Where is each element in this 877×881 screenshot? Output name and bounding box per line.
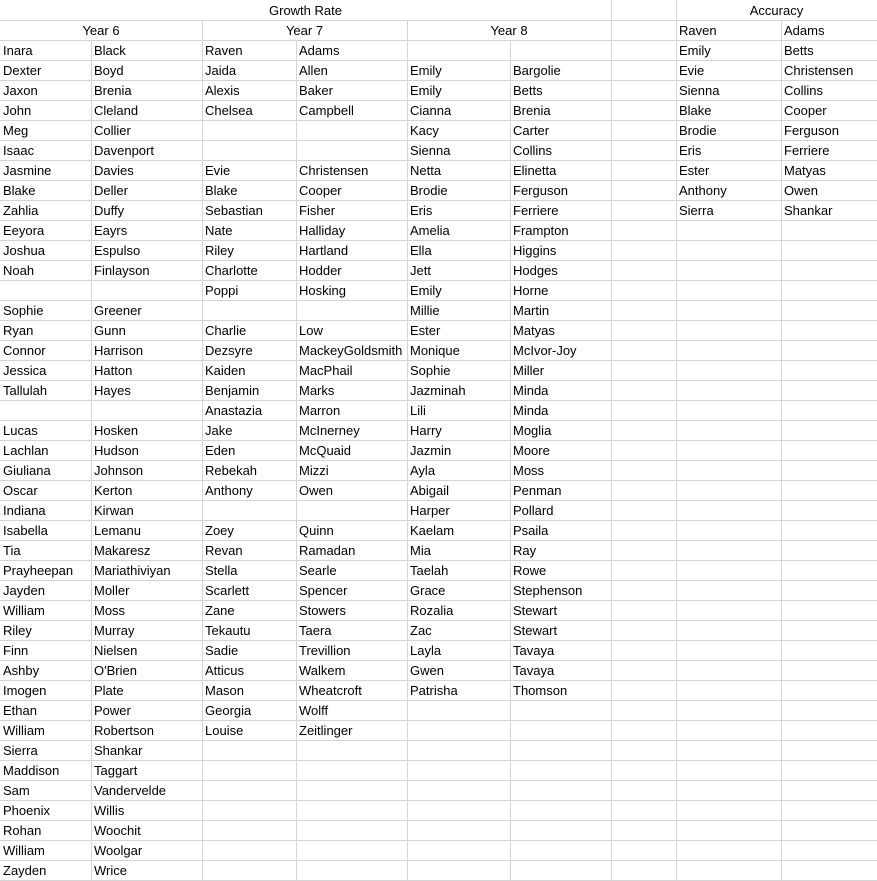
year6-first-name-cell[interactable]: Tia bbox=[3, 543, 21, 558]
year6-last-name-cell[interactable]: Harrison bbox=[94, 343, 144, 358]
year8-first-name-cell[interactable]: Sophie bbox=[410, 363, 451, 378]
year7-last-name-cell[interactable]: Fisher bbox=[299, 203, 336, 218]
year8-first-name-cell[interactable]: Sienna bbox=[410, 143, 451, 158]
year7-last-name-cell[interactable]: Marks bbox=[299, 383, 335, 398]
year6-first-name-cell[interactable]: Eeyora bbox=[3, 223, 45, 238]
year6-first-name-cell[interactable]: Riley bbox=[3, 623, 32, 638]
year8-first-name-cell[interactable]: Patrisha bbox=[410, 683, 458, 698]
year8-first-name-cell[interactable]: Grace bbox=[410, 583, 446, 598]
year7-last-name-cell[interactable]: Halliday bbox=[299, 223, 346, 238]
year8-last-name-cell[interactable]: Elinetta bbox=[513, 163, 557, 178]
year7-last-name-cell[interactable]: Mizzi bbox=[299, 463, 329, 478]
year6-last-name-cell[interactable]: Robertson bbox=[94, 723, 154, 738]
year6-last-name-cell[interactable]: Hatton bbox=[94, 363, 133, 378]
year8-last-name-cell[interactable]: Bargolie bbox=[513, 63, 561, 78]
year8-first-name-cell[interactable]: Mia bbox=[410, 543, 431, 558]
year7-first-name-cell[interactable]: Scarlett bbox=[205, 583, 250, 598]
accuracy-last-name-cell[interactable]: Shankar bbox=[784, 203, 833, 218]
year8-last-name-cell[interactable]: Ray bbox=[513, 543, 537, 558]
year8-last-name-cell[interactable]: Psaila bbox=[513, 523, 549, 538]
accuracy-first-name-cell[interactable]: Ester bbox=[679, 163, 710, 178]
year8-first-name-cell[interactable]: Taelah bbox=[410, 563, 449, 578]
year7-last-name-cell[interactable]: Allen bbox=[299, 63, 328, 78]
year6-first-name-cell[interactable]: Blake bbox=[3, 183, 36, 198]
year6-first-name-cell[interactable]: Dexter bbox=[3, 63, 42, 78]
year6-last-name-cell[interactable] bbox=[91, 401, 202, 421]
year7-first-name-cell[interactable]: Anastazia bbox=[205, 403, 263, 418]
year8-last-name-cell[interactable]: Carter bbox=[513, 123, 550, 138]
year8-first-name-cell[interactable]: Harper bbox=[410, 503, 450, 518]
year7-first-name-cell[interactable] bbox=[202, 141, 296, 161]
year7-first-name-cell[interactable]: Tekautu bbox=[205, 623, 251, 638]
year6-last-name-cell[interactable]: Makaresz bbox=[94, 543, 151, 558]
year8-first-name-cell[interactable]: Layla bbox=[410, 643, 442, 658]
year8-first-name-cell[interactable]: Kaelam bbox=[410, 523, 455, 538]
accuracy-first-name-cell[interactable]: Raven bbox=[679, 23, 717, 38]
year6-last-name-cell[interactable]: Finlayson bbox=[94, 263, 150, 278]
header-year-6[interactable]: Year 6 bbox=[82, 23, 120, 38]
year8-first-name-cell[interactable]: Kacy bbox=[410, 123, 439, 138]
grid-column-line bbox=[202, 21, 203, 41]
year8-first-name-cell[interactable]: Zac bbox=[410, 623, 432, 638]
accuracy-last-name-cell[interactable]: Matyas bbox=[784, 163, 826, 178]
year7-last-name-cell[interactable]: Low bbox=[299, 323, 323, 338]
year7-first-name-cell[interactable]: Anthony bbox=[205, 483, 253, 498]
year7-last-name-cell[interactable]: Stowers bbox=[299, 603, 346, 618]
year6-last-name-cell[interactable]: O'Brien bbox=[94, 663, 137, 678]
year6-first-name-cell[interactable]: Indiana bbox=[3, 503, 46, 518]
grid-column-line bbox=[611, 41, 612, 881]
accuracy-last-name-cell[interactable]: Owen bbox=[784, 183, 818, 198]
year8-first-name-cell[interactable]: Millie bbox=[410, 303, 440, 318]
year8-last-name-cell[interactable]: Tavaya bbox=[513, 663, 555, 678]
year8-last-name-cell[interactable]: Minda bbox=[513, 383, 549, 398]
year8-first-name-cell[interactable]: Rozalia bbox=[410, 603, 454, 618]
accuracy-first-name-cell[interactable]: Sienna bbox=[679, 83, 720, 98]
year8-last-name-cell[interactable]: Frampton bbox=[513, 223, 569, 238]
year8-last-name-cell[interactable]: Higgins bbox=[513, 243, 557, 258]
year7-last-name-cell[interactable]: Quinn bbox=[299, 523, 334, 538]
year8-last-name-cell[interactable]: Brenia bbox=[513, 103, 551, 118]
year6-first-name-cell[interactable]: Ethan bbox=[3, 703, 37, 718]
year7-first-name-cell[interactable]: Zane bbox=[205, 603, 235, 618]
year7-first-name-cell[interactable]: Jake bbox=[205, 423, 233, 438]
year6-first-name-cell[interactable]: Meg bbox=[3, 123, 29, 138]
year7-first-name-cell[interactable]: Riley bbox=[205, 243, 234, 258]
year7-first-name-cell[interactable] bbox=[202, 501, 296, 521]
year8-last-name-cell[interactable]: Moss bbox=[513, 463, 545, 478]
year7-first-name-cell[interactable]: Louise bbox=[205, 723, 244, 738]
year6-last-name-cell[interactable]: Kerton bbox=[94, 483, 133, 498]
grid-column-line bbox=[611, 0, 612, 21]
year7-last-name-cell[interactable]: McInerney bbox=[299, 423, 360, 438]
year7-last-name-cell[interactable]: Hartland bbox=[299, 243, 349, 258]
year8-last-name-cell[interactable]: Stewart bbox=[513, 603, 558, 618]
year6-first-name-cell[interactable]: Jaxon bbox=[3, 83, 38, 98]
year8-first-name-cell[interactable]: Cianna bbox=[410, 103, 452, 118]
year7-last-name-cell[interactable]: Adams bbox=[299, 43, 340, 58]
year7-last-name-cell[interactable]: Spencer bbox=[299, 583, 348, 598]
year7-last-name-cell[interactable]: Zeitlinger bbox=[299, 723, 353, 738]
year6-first-name-cell[interactable]: William bbox=[3, 603, 45, 618]
year6-last-name-cell[interactable]: Wrice bbox=[94, 863, 127, 878]
year6-last-name-cell[interactable]: Espulso bbox=[94, 243, 141, 258]
year6-last-name-cell[interactable]: Eayrs bbox=[94, 223, 128, 238]
year6-first-name-cell[interactable]: Connor bbox=[3, 343, 46, 358]
year6-last-name-cell[interactable]: Johnson bbox=[94, 463, 144, 478]
year6-first-name-cell[interactable]: Ryan bbox=[3, 323, 34, 338]
year6-first-name-cell[interactable]: Jasmine bbox=[3, 163, 52, 178]
year8-first-name-cell[interactable]: Jett bbox=[410, 263, 431, 278]
year6-first-name-cell[interactable]: William bbox=[3, 723, 45, 738]
year6-first-name-cell[interactable]: William bbox=[3, 843, 45, 858]
year8-last-name-cell[interactable]: Stewart bbox=[513, 623, 558, 638]
accuracy-last-name-cell[interactable]: Ferguson bbox=[784, 123, 839, 138]
year7-first-name-cell[interactable]: Mason bbox=[205, 683, 245, 698]
year6-first-name-cell[interactable]: Lucas bbox=[3, 423, 38, 438]
year7-first-name-cell[interactable]: Zoey bbox=[205, 523, 234, 538]
year7-last-name-cell[interactable]: Cooper bbox=[299, 183, 342, 198]
year7-first-name-cell[interactable]: Revan bbox=[205, 543, 243, 558]
year8-first-name-cell[interactable]: Netta bbox=[410, 163, 442, 178]
year8-first-name-cell[interactable]: Ella bbox=[410, 243, 432, 258]
year6-last-name-cell[interactable]: Greener bbox=[94, 303, 142, 318]
accuracy-last-name-cell[interactable]: Ferriere bbox=[784, 143, 830, 158]
year8-last-name-cell[interactable]: Horne bbox=[513, 283, 549, 298]
year8-last-name-cell[interactable]: Ferriere bbox=[513, 203, 559, 218]
year8-last-name-cell[interactable]: Miller bbox=[513, 363, 545, 378]
year7-first-name-cell[interactable]: Benjamin bbox=[205, 383, 260, 398]
year8-first-name-cell[interactable]: Eris bbox=[410, 203, 433, 218]
year8-last-name-cell[interactable]: Rowe bbox=[513, 563, 547, 578]
year7-first-name-cell[interactable]: Dezsyre bbox=[205, 343, 253, 358]
year6-first-name-cell[interactable]: Sierra bbox=[3, 743, 38, 758]
year7-first-name-cell[interactable]: Nate bbox=[205, 223, 233, 238]
year6-last-name-cell[interactable]: Hosken bbox=[94, 423, 139, 438]
year6-last-name-cell[interactable]: Plate bbox=[94, 683, 124, 698]
year7-last-name-cell[interactable]: Hosking bbox=[299, 283, 346, 298]
grid-column-line bbox=[611, 21, 612, 41]
accuracy-last-name-cell[interactable]: Betts bbox=[784, 43, 814, 58]
year6-last-name-cell[interactable]: Boyd bbox=[94, 63, 124, 78]
year6-last-name-cell[interactable]: Woolgar bbox=[94, 843, 143, 858]
year6-first-name-cell[interactable]: Zahlia bbox=[3, 203, 39, 218]
year6-last-name-cell[interactable]: Deller bbox=[94, 183, 128, 198]
year7-last-name-cell[interactable] bbox=[296, 121, 407, 141]
year6-first-name-cell[interactable]: Isaac bbox=[3, 143, 35, 158]
year7-last-name-cell[interactable]: Taera bbox=[299, 623, 332, 638]
year7-first-name-cell[interactable]: Alexis bbox=[205, 83, 240, 98]
year7-first-name-cell[interactable]: Rebekah bbox=[205, 463, 258, 478]
year6-first-name-cell[interactable]: Giuliana bbox=[3, 463, 51, 478]
year6-first-name-cell[interactable] bbox=[0, 281, 91, 301]
year7-last-name-cell[interactable]: McQuaid bbox=[299, 443, 352, 458]
year7-last-name-cell[interactable]: Wolff bbox=[299, 703, 329, 718]
year8-first-name-cell[interactable]: Jazmin bbox=[410, 443, 452, 458]
year8-last-name-cell[interactable]: Pollard bbox=[513, 503, 554, 518]
year8-last-name-cell[interactable] bbox=[510, 41, 611, 61]
year8-last-name-cell[interactable]: Matyas bbox=[513, 323, 555, 338]
year6-first-name-cell[interactable]: Jayden bbox=[3, 583, 45, 598]
year7-last-name-cell[interactable]: MacPhail bbox=[299, 363, 353, 378]
year8-first-name-cell[interactable]: Lili bbox=[410, 403, 426, 418]
year8-last-name-cell[interactable]: McIvor-Joy bbox=[513, 343, 577, 358]
year7-first-name-cell[interactable]: Charlotte bbox=[205, 263, 258, 278]
grid-column-line bbox=[407, 21, 408, 41]
accuracy-first-name-cell[interactable]: Evie bbox=[679, 63, 705, 78]
year6-last-name-cell[interactable]: Moller bbox=[94, 583, 130, 598]
year7-first-name-cell[interactable]: Blake bbox=[205, 183, 238, 198]
accuracy-last-name-cell[interactable]: Adams bbox=[784, 23, 825, 38]
year7-first-name-cell[interactable]: Chelsea bbox=[205, 103, 253, 118]
year8-first-name-cell[interactable]: Ayla bbox=[410, 463, 436, 478]
year6-last-name-cell[interactable]: Collier bbox=[94, 123, 131, 138]
year8-last-name-cell[interactable]: Stephenson bbox=[513, 583, 583, 598]
year6-first-name-cell[interactable]: Sophie bbox=[3, 303, 44, 318]
year7-first-name-cell[interactable]: Raven bbox=[205, 43, 243, 58]
year6-last-name-cell[interactable]: Shankar bbox=[94, 743, 143, 758]
year8-first-name-cell[interactable]: Jazminah bbox=[410, 383, 466, 398]
year7-last-name-cell[interactable]: Hodder bbox=[299, 263, 342, 278]
year6-first-name-cell[interactable]: Rohan bbox=[3, 823, 42, 838]
year8-first-name-cell[interactable]: Harry bbox=[410, 423, 442, 438]
year7-first-name-cell[interactable]: Sadie bbox=[205, 643, 239, 658]
year6-first-name-cell[interactable]: Zayden bbox=[3, 863, 47, 878]
year6-last-name-cell[interactable]: Willis bbox=[94, 803, 125, 818]
year7-last-name-cell[interactable]: Campbell bbox=[299, 103, 354, 118]
header-year-8[interactable]: Year 8 bbox=[490, 23, 528, 38]
year6-first-name-cell[interactable]: Ashby bbox=[3, 663, 40, 678]
year8-last-name-cell[interactable]: Minda bbox=[513, 403, 549, 418]
accuracy-last-name-cell[interactable]: Christensen bbox=[784, 63, 854, 78]
year6-last-name-cell[interactable]: Lemanu bbox=[94, 523, 141, 538]
accuracy-first-name-cell[interactable]: Blake bbox=[679, 103, 712, 118]
year7-first-name-cell[interactable]: Atticus bbox=[205, 663, 245, 678]
year6-last-name-cell[interactable]: Power bbox=[94, 703, 131, 718]
year8-first-name-cell[interactable]: Emily bbox=[410, 83, 442, 98]
year7-first-name-cell[interactable] bbox=[202, 121, 296, 141]
year6-first-name-cell[interactable]: Maddison bbox=[3, 763, 60, 778]
year7-first-name-cell[interactable]: Evie bbox=[205, 163, 231, 178]
year7-first-name-cell[interactable]: Stella bbox=[205, 563, 238, 578]
accuracy-first-name-cell[interactable]: Sierra bbox=[679, 203, 714, 218]
year7-first-name-cell[interactable]: Charlie bbox=[205, 323, 247, 338]
year7-last-name-cell[interactable]: MackeyGoldsmith bbox=[299, 343, 403, 358]
header-year-7[interactable]: Year 7 bbox=[285, 23, 324, 38]
year7-first-name-cell[interactable]: Eden bbox=[205, 443, 236, 458]
year6-last-name-cell[interactable]: Kirwan bbox=[94, 503, 134, 518]
year6-last-name-cell[interactable]: Hudson bbox=[94, 443, 139, 458]
accuracy-first-name-cell[interactable]: Anthony bbox=[679, 183, 727, 198]
year6-last-name-cell[interactable]: Murray bbox=[94, 623, 135, 638]
year8-first-name-cell[interactable]: Ester bbox=[410, 323, 441, 338]
year8-first-name-cell[interactable]: Monique bbox=[410, 343, 460, 358]
year8-last-name-cell[interactable]: Moore bbox=[513, 443, 550, 458]
year7-last-name-cell[interactable] bbox=[296, 501, 407, 521]
year6-last-name-cell[interactable] bbox=[91, 281, 202, 301]
year6-first-name-cell[interactable]: Imogen bbox=[3, 683, 47, 698]
year6-first-name-cell[interactable]: Sam bbox=[3, 783, 30, 798]
year6-last-name-cell[interactable]: Brenia bbox=[94, 83, 132, 98]
accuracy-last-name-cell[interactable]: Collins bbox=[784, 83, 824, 98]
year6-first-name-cell[interactable]: Jessica bbox=[3, 363, 47, 378]
year7-first-name-cell[interactable]: Poppi bbox=[205, 283, 239, 298]
year6-last-name-cell[interactable]: Taggart bbox=[94, 763, 138, 778]
year6-first-name-cell[interactable]: Finn bbox=[3, 643, 29, 658]
header-accuracy[interactable]: Accuracy bbox=[749, 3, 804, 18]
year7-last-name-cell[interactable] bbox=[296, 301, 407, 321]
year6-last-name-cell[interactable]: Cleland bbox=[94, 103, 139, 118]
year7-last-name-cell[interactable]: Christensen bbox=[299, 163, 369, 178]
year6-last-name-cell[interactable]: Gunn bbox=[94, 323, 126, 338]
year7-first-name-cell[interactable]: Georgia bbox=[205, 703, 252, 718]
year6-last-name-cell[interactable]: Davenport bbox=[94, 143, 154, 158]
year7-last-name-cell[interactable]: Trevillion bbox=[299, 643, 351, 658]
accuracy-last-name-cell[interactable]: Cooper bbox=[784, 103, 827, 118]
year6-first-name-cell[interactable]: Tallulah bbox=[3, 383, 48, 398]
year6-first-name-cell[interactable]: Inara bbox=[3, 43, 33, 58]
year6-last-name-cell[interactable]: Hayes bbox=[94, 383, 131, 398]
year8-first-name-cell[interactable]: Abigail bbox=[410, 483, 450, 498]
accuracy-first-name-cell[interactable]: Brodie bbox=[679, 123, 717, 138]
year8-first-name-cell[interactable]: Emily bbox=[410, 283, 442, 298]
year8-first-name-cell[interactable]: Emily bbox=[410, 63, 442, 78]
year7-first-name-cell[interactable] bbox=[202, 301, 296, 321]
grid-column-line bbox=[676, 0, 677, 21]
year8-last-name-cell[interactable]: Moglia bbox=[513, 423, 552, 438]
year8-last-name-cell[interactable]: Collins bbox=[513, 143, 553, 158]
year7-last-name-cell[interactable]: Owen bbox=[299, 483, 333, 498]
year8-last-name-cell[interactable]: Penman bbox=[513, 483, 562, 498]
year7-last-name-cell[interactable]: Marron bbox=[299, 403, 341, 418]
year7-first-name-cell[interactable]: Jaida bbox=[205, 63, 237, 78]
header-growth-rate[interactable]: Growth Rate bbox=[269, 3, 342, 18]
year8-first-name-cell[interactable]: Amelia bbox=[410, 223, 450, 238]
year8-last-name-cell[interactable]: Betts bbox=[513, 83, 543, 98]
year6-first-name-cell[interactable]: Lachlan bbox=[3, 443, 49, 458]
year6-last-name-cell[interactable]: Davies bbox=[94, 163, 134, 178]
year6-last-name-cell[interactable]: Black bbox=[94, 43, 126, 58]
accuracy-first-name-cell[interactable]: Eris bbox=[679, 143, 702, 158]
year7-first-name-cell[interactable]: Sebastian bbox=[205, 203, 263, 218]
year6-first-name-cell[interactable]: Phoenix bbox=[3, 803, 50, 818]
year8-last-name-cell[interactable]: Hodges bbox=[513, 263, 558, 278]
year8-last-name-cell[interactable]: Martin bbox=[513, 303, 550, 318]
year7-last-name-cell[interactable]: Baker bbox=[299, 83, 333, 98]
year6-first-name-cell[interactable]: Joshua bbox=[3, 243, 45, 258]
year7-last-name-cell[interactable]: Ramadan bbox=[299, 543, 356, 558]
year6-last-name-cell[interactable]: Vandervelde bbox=[94, 783, 167, 798]
year7-first-name-cell[interactable]: Kaiden bbox=[205, 363, 246, 378]
year6-first-name-cell[interactable]: Oscar bbox=[3, 483, 38, 498]
year6-first-name-cell[interactable] bbox=[0, 401, 91, 421]
year6-last-name-cell[interactable]: Nielsen bbox=[94, 643, 138, 658]
year8-last-name-cell[interactable]: Tavaya bbox=[513, 643, 555, 658]
year7-last-name-cell[interactable]: Wheatcroft bbox=[299, 683, 362, 698]
year8-first-name-cell[interactable]: Brodie bbox=[410, 183, 448, 198]
year6-first-name-cell[interactable]: John bbox=[3, 103, 32, 118]
year7-last-name-cell[interactable] bbox=[296, 141, 407, 161]
year8-last-name-cell[interactable]: Ferguson bbox=[513, 183, 568, 198]
year7-last-name-cell[interactable]: Walkem bbox=[299, 663, 346, 678]
year6-last-name-cell[interactable]: Moss bbox=[94, 603, 126, 618]
year8-last-name-cell[interactable]: Thomson bbox=[513, 683, 568, 698]
year7-last-name-cell[interactable]: Searle bbox=[299, 563, 337, 578]
year6-last-name-cell[interactable]: Mariathiviyan bbox=[94, 563, 171, 578]
year6-first-name-cell[interactable]: Prayheepan bbox=[3, 563, 74, 578]
year6-first-name-cell[interactable]: Isabella bbox=[3, 523, 48, 538]
accuracy-first-name-cell[interactable]: Emily bbox=[679, 43, 711, 58]
year8-first-name-cell[interactable]: Gwen bbox=[410, 663, 444, 678]
year8-first-name-cell[interactable] bbox=[407, 41, 510, 61]
year6-last-name-cell[interactable]: Woochit bbox=[94, 823, 141, 838]
year6-first-name-cell[interactable]: Noah bbox=[3, 263, 35, 278]
year6-last-name-cell[interactable]: Duffy bbox=[94, 203, 125, 218]
